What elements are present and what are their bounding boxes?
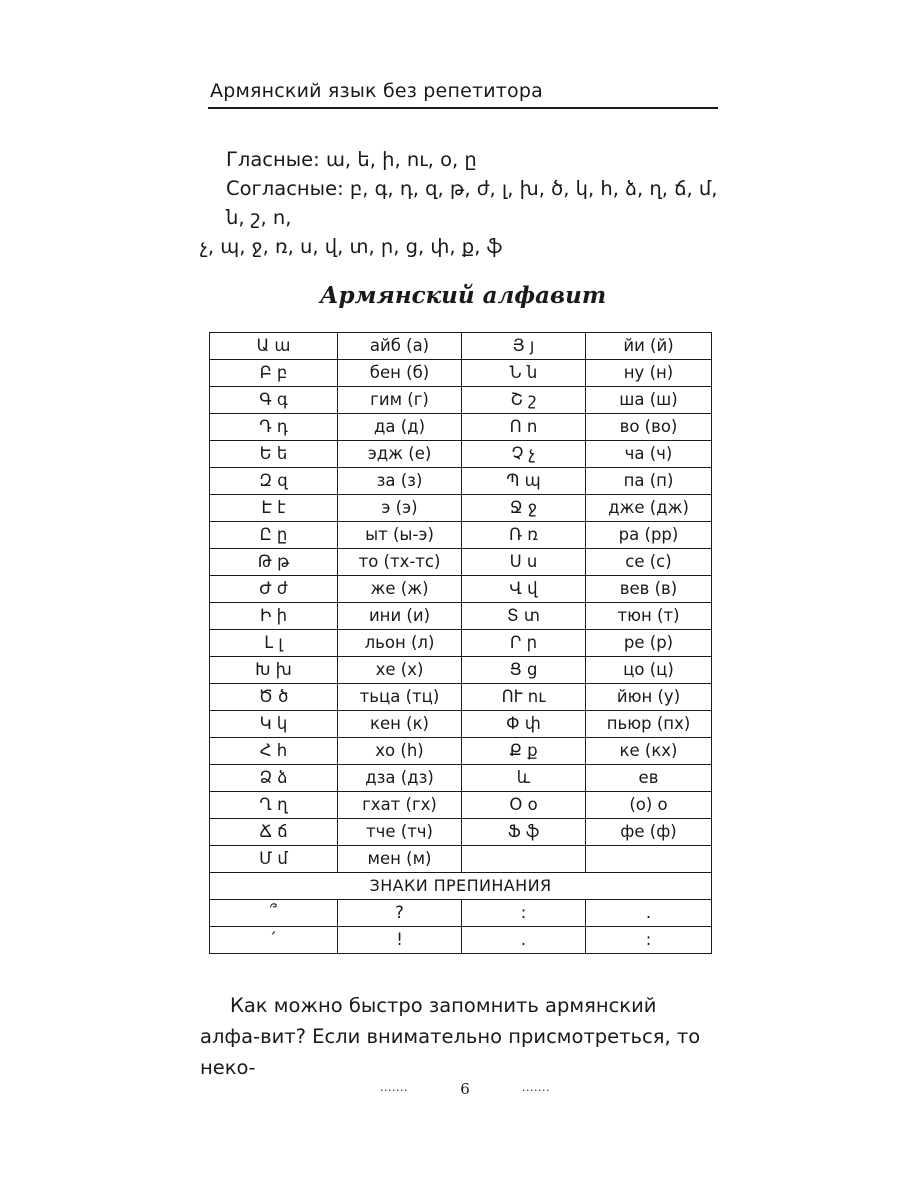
alphabet-row: [210, 414, 712, 441]
cell-name-left: дза (дз): [338, 765, 462, 792]
cell-name-right: се (с): [586, 549, 712, 576]
cell-name-left: тьца (тц): [338, 684, 462, 711]
cell-name-right: ча (ч): [586, 441, 712, 468]
alphabet-row: [210, 684, 712, 711]
punctuation-cell: :: [462, 900, 586, 927]
alphabet-row: [210, 603, 712, 630]
cell-letter-left: Է է: [210, 495, 338, 522]
cell-name-right: па (п): [586, 468, 712, 495]
punctuation-cell: ?: [338, 900, 462, 927]
cell-name-right: ша (ш): [586, 387, 712, 414]
cell-letter-left: Ճ ճ: [210, 819, 338, 846]
cell-letter-right: Տ տ: [462, 603, 586, 630]
cell-letter-right: Ռ ռ: [462, 522, 586, 549]
cell-letter-right: Վ վ: [462, 576, 586, 603]
cell-name-left: бен (б): [338, 360, 462, 387]
alphabet-row: [210, 657, 712, 684]
cell-name-right: (о) о: [586, 792, 712, 819]
alphabet-row: [210, 738, 712, 765]
cell-name-right: ке (кх): [586, 738, 712, 765]
cell-letter-right: Օ օ: [462, 792, 586, 819]
cell-letter-right: ՈՒ ու: [462, 684, 586, 711]
cell-letter-right: Շ շ: [462, 387, 586, 414]
cell-name-left: эдж (е): [338, 441, 462, 468]
cell-name-right: во (во): [586, 414, 712, 441]
consonants-line-2: չ, պ, ջ, ռ, ս, վ, տ, ր, ց, փ, ք, ֆ: [200, 235, 503, 258]
vowels-line: Гласные: ա, ե, ի, ու, օ, ը: [226, 148, 477, 171]
cell-letter-left: Զ զ: [210, 468, 338, 495]
cell-name-left: то (тх-тс): [338, 549, 462, 576]
outro-paragraph: Как можно быстро запомнить армянский алфа-вит? Если внимательно присмотреться, то неко-: [200, 994, 701, 1079]
alphabet-table: [209, 332, 712, 954]
cell-name-left: льон (л): [338, 630, 462, 657]
cell-name-right: [586, 846, 712, 873]
cell-letter-left: Կ կ: [210, 711, 338, 738]
punctuation-cell: :: [586, 927, 712, 954]
cell-letter-left: Հ հ: [210, 738, 338, 765]
alphabet-row: [210, 765, 712, 792]
section-title: Армянский алфавит: [319, 282, 607, 309]
cell-name-left: же (ж): [338, 576, 462, 603]
cell-name-right: ре (р): [586, 630, 712, 657]
cell-letter-right: [462, 846, 586, 873]
cell-name-left: хе (х): [338, 657, 462, 684]
cell-letter-left: Խ խ: [210, 657, 338, 684]
alphabet-row: [210, 360, 712, 387]
cell-letter-right: Ջ ջ: [462, 495, 586, 522]
cell-name-right: тюн (т): [586, 603, 712, 630]
cell-name-right: ну (н): [586, 360, 712, 387]
cell-name-right: ев: [586, 765, 712, 792]
alphabet-row: [210, 495, 712, 522]
cell-name-right: цо (ц): [586, 657, 712, 684]
page-footer: [380, 1080, 550, 1098]
alphabet-row: [210, 522, 712, 549]
cell-letter-left: Ծ ծ: [210, 684, 338, 711]
cell-letter-left: Ը ը: [210, 522, 338, 549]
cell-letter-right: Ո ո: [462, 414, 586, 441]
cell-name-left: кен (к): [338, 711, 462, 738]
cell-name-right: ра (рр): [586, 522, 712, 549]
cell-letter-left: Գ գ: [210, 387, 338, 414]
punctuation-cell: ՞: [210, 900, 338, 927]
cell-letter-right: Ք ք: [462, 738, 586, 765]
consonants-line-1: Согласные: բ, գ, դ, զ, թ, ժ, լ, խ, ծ, կ, հ, ձ, ղ, ճ, մ, ն, շ, ո,: [226, 177, 718, 229]
cell-name-right: вев (в): [586, 576, 712, 603]
cell-name-left: за (з): [338, 468, 462, 495]
cell-name-right: йюн (у): [586, 684, 712, 711]
cell-name-right: пьюр (пх): [586, 711, 712, 738]
cell-letter-right: Չ չ: [462, 441, 586, 468]
punctuation-cell: .: [462, 927, 586, 954]
cell-name-left: гим (г): [338, 387, 462, 414]
cell-letter-left: Ի ի: [210, 603, 338, 630]
alphabet-row: [210, 549, 712, 576]
cell-letter-left: Ե ե: [210, 441, 338, 468]
footer-ornament-right: ·······: [522, 1084, 550, 1097]
cell-name-left: гхат (гх): [338, 792, 462, 819]
footer-ornament-left: ·······: [380, 1084, 408, 1097]
cell-name-right: фе (ф): [586, 819, 712, 846]
cell-letter-left: Ժ ժ: [210, 576, 338, 603]
cell-letter-left: Դ դ: [210, 414, 338, 441]
cell-letter-right: Յ յ: [462, 333, 586, 360]
cell-name-left: тче (тч): [338, 819, 462, 846]
alphabet-row: [210, 576, 712, 603]
cell-letter-right: Ր ր: [462, 630, 586, 657]
alphabet-row: [210, 846, 712, 873]
page-number: 6: [460, 1080, 470, 1098]
running-title: Армянский язык без репетитора: [210, 80, 543, 102]
cell-name-left: хо (h): [338, 738, 462, 765]
cell-letter-left: Բ բ: [210, 360, 338, 387]
punctuation-cell: ՛: [210, 927, 338, 954]
cell-letter-right: Ս ս: [462, 549, 586, 576]
alphabet-row: [210, 468, 712, 495]
cell-name-left: ини (и): [338, 603, 462, 630]
cell-name-left: ыт (ы-э): [338, 522, 462, 549]
cell-letter-right: Ց ց: [462, 657, 586, 684]
cell-letter-left: Ձ ձ: [210, 765, 338, 792]
alphabet-row: [210, 819, 712, 846]
cell-letter-right: Ֆ ֆ: [462, 819, 586, 846]
punctuation-header-row: [210, 873, 712, 900]
alphabet-row: [210, 387, 712, 414]
cell-name-right: дже (дж): [586, 495, 712, 522]
cell-letter-left: Մ մ: [210, 846, 338, 873]
header-rule: [208, 107, 718, 109]
punctuation-cell: !: [338, 927, 462, 954]
cell-name-left: да (д): [338, 414, 462, 441]
alphabet-row: [210, 630, 712, 657]
alphabet-row: [210, 333, 712, 360]
intro-block: [200, 145, 726, 261]
punctuation-row: [210, 900, 712, 927]
punctuation-row: [210, 927, 712, 954]
cell-name-left: мен (м): [338, 846, 462, 873]
cell-letter-left: Ա ա: [210, 333, 338, 360]
alphabet-row: [210, 711, 712, 738]
cell-letter-left: Ղ ղ: [210, 792, 338, 819]
outro-block: [200, 990, 720, 1083]
cell-letter-left: Թ թ: [210, 549, 338, 576]
alphabet-row: [210, 441, 712, 468]
cell-name-left: айб (а): [338, 333, 462, 360]
cell-letter-right: Փ փ: [462, 711, 586, 738]
punctuation-cell: .: [586, 900, 712, 927]
cell-letter-left: Լ լ: [210, 630, 338, 657]
alphabet-row: [210, 792, 712, 819]
cell-letter-right: Պ պ: [462, 468, 586, 495]
cell-name-right: йи (й): [586, 333, 712, 360]
cell-letter-right: և: [462, 765, 586, 792]
punctuation-header: ЗНАКИ ПРЕПИНАНИЯ: [210, 873, 712, 900]
cell-name-left: э (э): [338, 495, 462, 522]
cell-letter-right: Ն ն: [462, 360, 586, 387]
